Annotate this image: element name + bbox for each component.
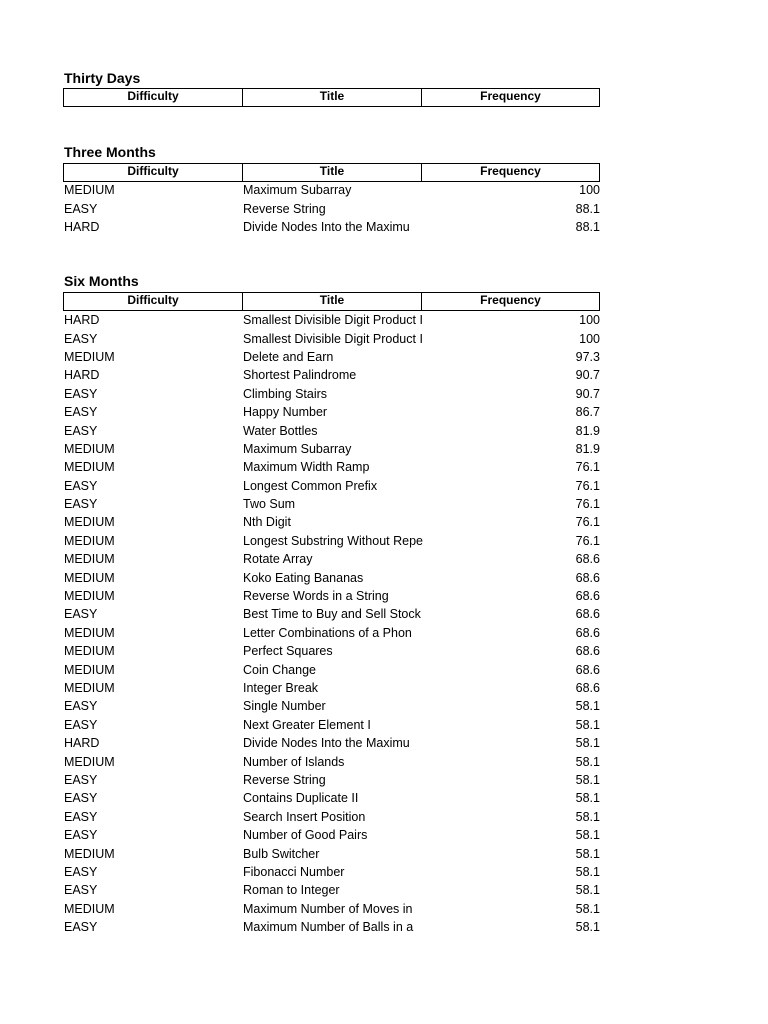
table-row <box>63 863 600 881</box>
table-row <box>63 311 600 329</box>
frequency-cell: 58.1 <box>575 772 600 787</box>
title-cell: Koko Eating Bananas <box>243 570 364 585</box>
title-cell: Climbing Stairs <box>243 386 328 401</box>
table-row <box>63 477 600 495</box>
table-row <box>63 697 600 715</box>
frequency-cell: 86.7 <box>575 405 600 420</box>
title-cell: Divide Nodes Into the Maximu <box>243 736 410 751</box>
frequency-cell: 58.1 <box>575 754 600 769</box>
column-header-difficulty: Difficulty <box>64 293 243 310</box>
title-cell: Search Insert Position <box>243 809 366 824</box>
section-title: Thirty Days <box>64 70 141 86</box>
difficulty-cell: MEDIUM <box>64 552 115 567</box>
frequency-cell: 68.6 <box>575 644 600 659</box>
column-header-difficulty: Difficulty <box>64 89 243 106</box>
title-cell: Longest Substring Without Repe <box>243 533 423 548</box>
frequency-cell: 97.3 <box>575 349 600 364</box>
section-six-months <box>63 273 600 943</box>
table-row <box>63 513 600 531</box>
table-row <box>63 679 600 697</box>
title-cell: Longest Common Prefix <box>243 478 378 493</box>
difficulty-cell: EASY <box>64 828 98 843</box>
table-row <box>63 421 600 439</box>
difficulty-cell: EASY <box>64 386 98 401</box>
table-row <box>63 587 600 605</box>
table-row <box>63 385 600 403</box>
frequency-cell: 58.1 <box>575 717 600 732</box>
difficulty-cell: EASY <box>64 699 98 714</box>
table-row <box>63 495 600 513</box>
title-cell: Roman to Integer <box>243 883 340 898</box>
frequency-cell: 68.6 <box>575 607 600 622</box>
frequency-cell: 81.9 <box>575 423 600 438</box>
difficulty-cell: MEDIUM <box>64 533 115 548</box>
title-cell: Bulb Switcher <box>243 846 320 861</box>
title-cell: Number of Islands <box>243 754 345 769</box>
difficulty-cell: MEDIUM <box>64 183 115 198</box>
frequency-cell: 100 <box>579 183 600 198</box>
column-header-title: Title <box>243 293 422 310</box>
title-cell: Perfect Squares <box>243 644 333 659</box>
difficulty-cell: EASY <box>64 864 98 879</box>
table-row <box>63 568 600 586</box>
section-title: Six Months <box>64 273 139 289</box>
difficulty-cell: EASY <box>64 607 98 622</box>
title-cell: Maximum Subarray <box>243 183 352 198</box>
difficulty-cell: MEDIUM <box>64 625 115 640</box>
table-row <box>63 550 600 568</box>
table-row <box>63 440 600 458</box>
difficulty-cell: MEDIUM <box>64 644 115 659</box>
frequency-cell: 90.7 <box>575 386 600 401</box>
difficulty-cell: MEDIUM <box>64 901 115 916</box>
title-cell: Shortest Palindrome <box>243 368 357 383</box>
difficulty-cell: EASY <box>64 920 98 935</box>
difficulty-cell: HARD <box>64 313 100 328</box>
table-body <box>63 181 600 236</box>
difficulty-cell: HARD <box>64 368 100 383</box>
title-cell: Divide Nodes Into the Maximu <box>243 219 410 234</box>
difficulty-cell: MEDIUM <box>64 846 115 861</box>
difficulty-cell: EASY <box>64 201 98 216</box>
table-row <box>63 458 600 476</box>
table-header <box>63 88 600 107</box>
title-cell: Happy Number <box>243 405 328 420</box>
title-cell: Coin Change <box>243 662 316 677</box>
title-cell: Rotate Array <box>243 552 313 567</box>
difficulty-cell: HARD <box>64 736 100 751</box>
frequency-cell: 68.6 <box>575 552 600 567</box>
difficulty-cell: EASY <box>64 405 98 420</box>
frequency-cell: 58.1 <box>575 699 600 714</box>
title-cell: Smallest Divisible Digit Product I <box>243 331 423 346</box>
frequency-cell: 58.1 <box>575 901 600 916</box>
table-row <box>63 348 600 366</box>
title-cell: Reverse String <box>243 201 326 216</box>
table-row <box>63 918 600 936</box>
frequency-cell: 76.1 <box>575 533 600 548</box>
difficulty-cell: EASY <box>64 883 98 898</box>
difficulty-cell: EASY <box>64 497 98 512</box>
frequency-cell: 58.1 <box>575 883 600 898</box>
table-row <box>63 624 600 642</box>
section-thirty-days <box>63 70 600 110</box>
frequency-cell: 76.1 <box>575 460 600 475</box>
title-cell: Two Sum <box>243 497 296 512</box>
frequency-cell: 100 <box>579 331 600 346</box>
table-row <box>63 218 600 236</box>
title-cell: Maximum Width Ramp <box>243 460 370 475</box>
table-row <box>63 642 600 660</box>
title-cell: Delete and Earn <box>243 349 334 364</box>
table-row <box>63 900 600 918</box>
difficulty-cell: EASY <box>64 478 98 493</box>
difficulty-cell: EASY <box>64 423 98 438</box>
table-row <box>63 771 600 789</box>
column-header-frequency: Frequency <box>480 89 541 103</box>
frequency-cell: 58.1 <box>575 864 600 879</box>
title-cell: Single Number <box>243 699 326 714</box>
frequency-cell: 76.1 <box>575 497 600 512</box>
column-header-frequency: Frequency <box>480 293 541 307</box>
table-row <box>63 734 600 752</box>
table-body <box>63 311 600 936</box>
frequency-cell: 100 <box>579 313 600 328</box>
title-cell: Number of Good Pairs <box>243 828 368 843</box>
title-cell: Integer Break <box>243 681 319 695</box>
title-cell: Letter Combinations of a Phon <box>243 625 412 640</box>
frequency-cell: 88.1 <box>575 219 600 234</box>
frequency-cell: 68.6 <box>575 662 600 677</box>
difficulty-cell: EASY <box>64 717 98 732</box>
frequency-cell: 68.6 <box>575 681 600 695</box>
frequency-cell: 58.1 <box>575 736 600 751</box>
frequency-cell: 68.6 <box>575 570 600 585</box>
table-row <box>63 532 600 550</box>
table-row <box>63 789 600 807</box>
frequency-cell: 58.1 <box>575 846 600 861</box>
title-cell: Maximum Subarray <box>243 441 352 456</box>
frequency-cell: 88.1 <box>575 201 600 216</box>
table-row <box>63 881 600 899</box>
frequency-cell: 76.1 <box>575 515 600 530</box>
column-header-title: Title <box>243 164 422 181</box>
difficulty-cell: EASY <box>64 791 98 806</box>
difficulty-cell: EASY <box>64 772 98 787</box>
column-header-title: Title <box>243 89 422 106</box>
difficulty-cell: MEDIUM <box>64 349 115 364</box>
difficulty-cell: EASY <box>64 809 98 824</box>
difficulty-cell: MEDIUM <box>64 662 115 677</box>
table-row <box>63 716 600 734</box>
title-cell: Maximum Number of Moves in <box>243 901 413 916</box>
title-cell: Reverse Words in a String <box>243 589 389 604</box>
title-cell: Water Bottles <box>243 423 318 438</box>
frequency-cell: 58.1 <box>575 791 600 806</box>
title-cell: Smallest Divisible Digit Product I <box>243 313 423 328</box>
table-row <box>63 808 600 826</box>
frequency-cell: 90.7 <box>575 368 600 383</box>
title-cell: Nth Digit <box>243 515 291 530</box>
table-row <box>63 366 600 384</box>
title-cell: Best Time to Buy and Sell Stock <box>243 607 421 622</box>
frequency-cell: 68.6 <box>575 625 600 640</box>
table-row <box>63 826 600 844</box>
section-title: Three Months <box>64 144 156 160</box>
title-cell: Maximum Number of Balls in a <box>243 920 414 935</box>
table-row <box>63 605 600 623</box>
difficulty-cell: MEDIUM <box>64 681 115 695</box>
difficulty-cell: EASY <box>64 331 98 346</box>
difficulty-cell: MEDIUM <box>64 589 115 604</box>
table-header <box>63 163 600 182</box>
frequency-cell: 81.9 <box>575 441 600 456</box>
table-row <box>63 752 600 770</box>
difficulty-cell: MEDIUM <box>64 441 115 456</box>
title-cell: Next Greater Element I <box>243 717 371 732</box>
title-cell: Reverse String <box>243 772 326 787</box>
title-cell: Fibonacci Number <box>243 864 345 879</box>
title-cell: Contains Duplicate II <box>243 791 359 806</box>
table-row <box>63 199 600 217</box>
frequency-cell: 68.6 <box>575 589 600 604</box>
frequency-cell: 58.1 <box>575 828 600 843</box>
table-row <box>63 403 600 421</box>
difficulty-cell: MEDIUM <box>64 570 115 585</box>
table-header <box>63 292 600 311</box>
frequency-cell: 58.1 <box>575 920 600 935</box>
frequency-cell: 58.1 <box>575 809 600 824</box>
column-header-difficulty: Difficulty <box>64 164 243 181</box>
difficulty-cell: MEDIUM <box>64 515 115 530</box>
difficulty-cell: HARD <box>64 219 100 234</box>
column-header-frequency: Frequency <box>480 164 541 178</box>
table-row <box>63 844 600 862</box>
table-row <box>63 329 600 347</box>
difficulty-cell: MEDIUM <box>64 460 115 475</box>
difficulty-cell: MEDIUM <box>64 754 115 769</box>
frequency-cell: 76.1 <box>575 478 600 493</box>
section-three-months <box>63 144 600 236</box>
table-row <box>63 660 600 678</box>
table-row <box>63 181 600 199</box>
